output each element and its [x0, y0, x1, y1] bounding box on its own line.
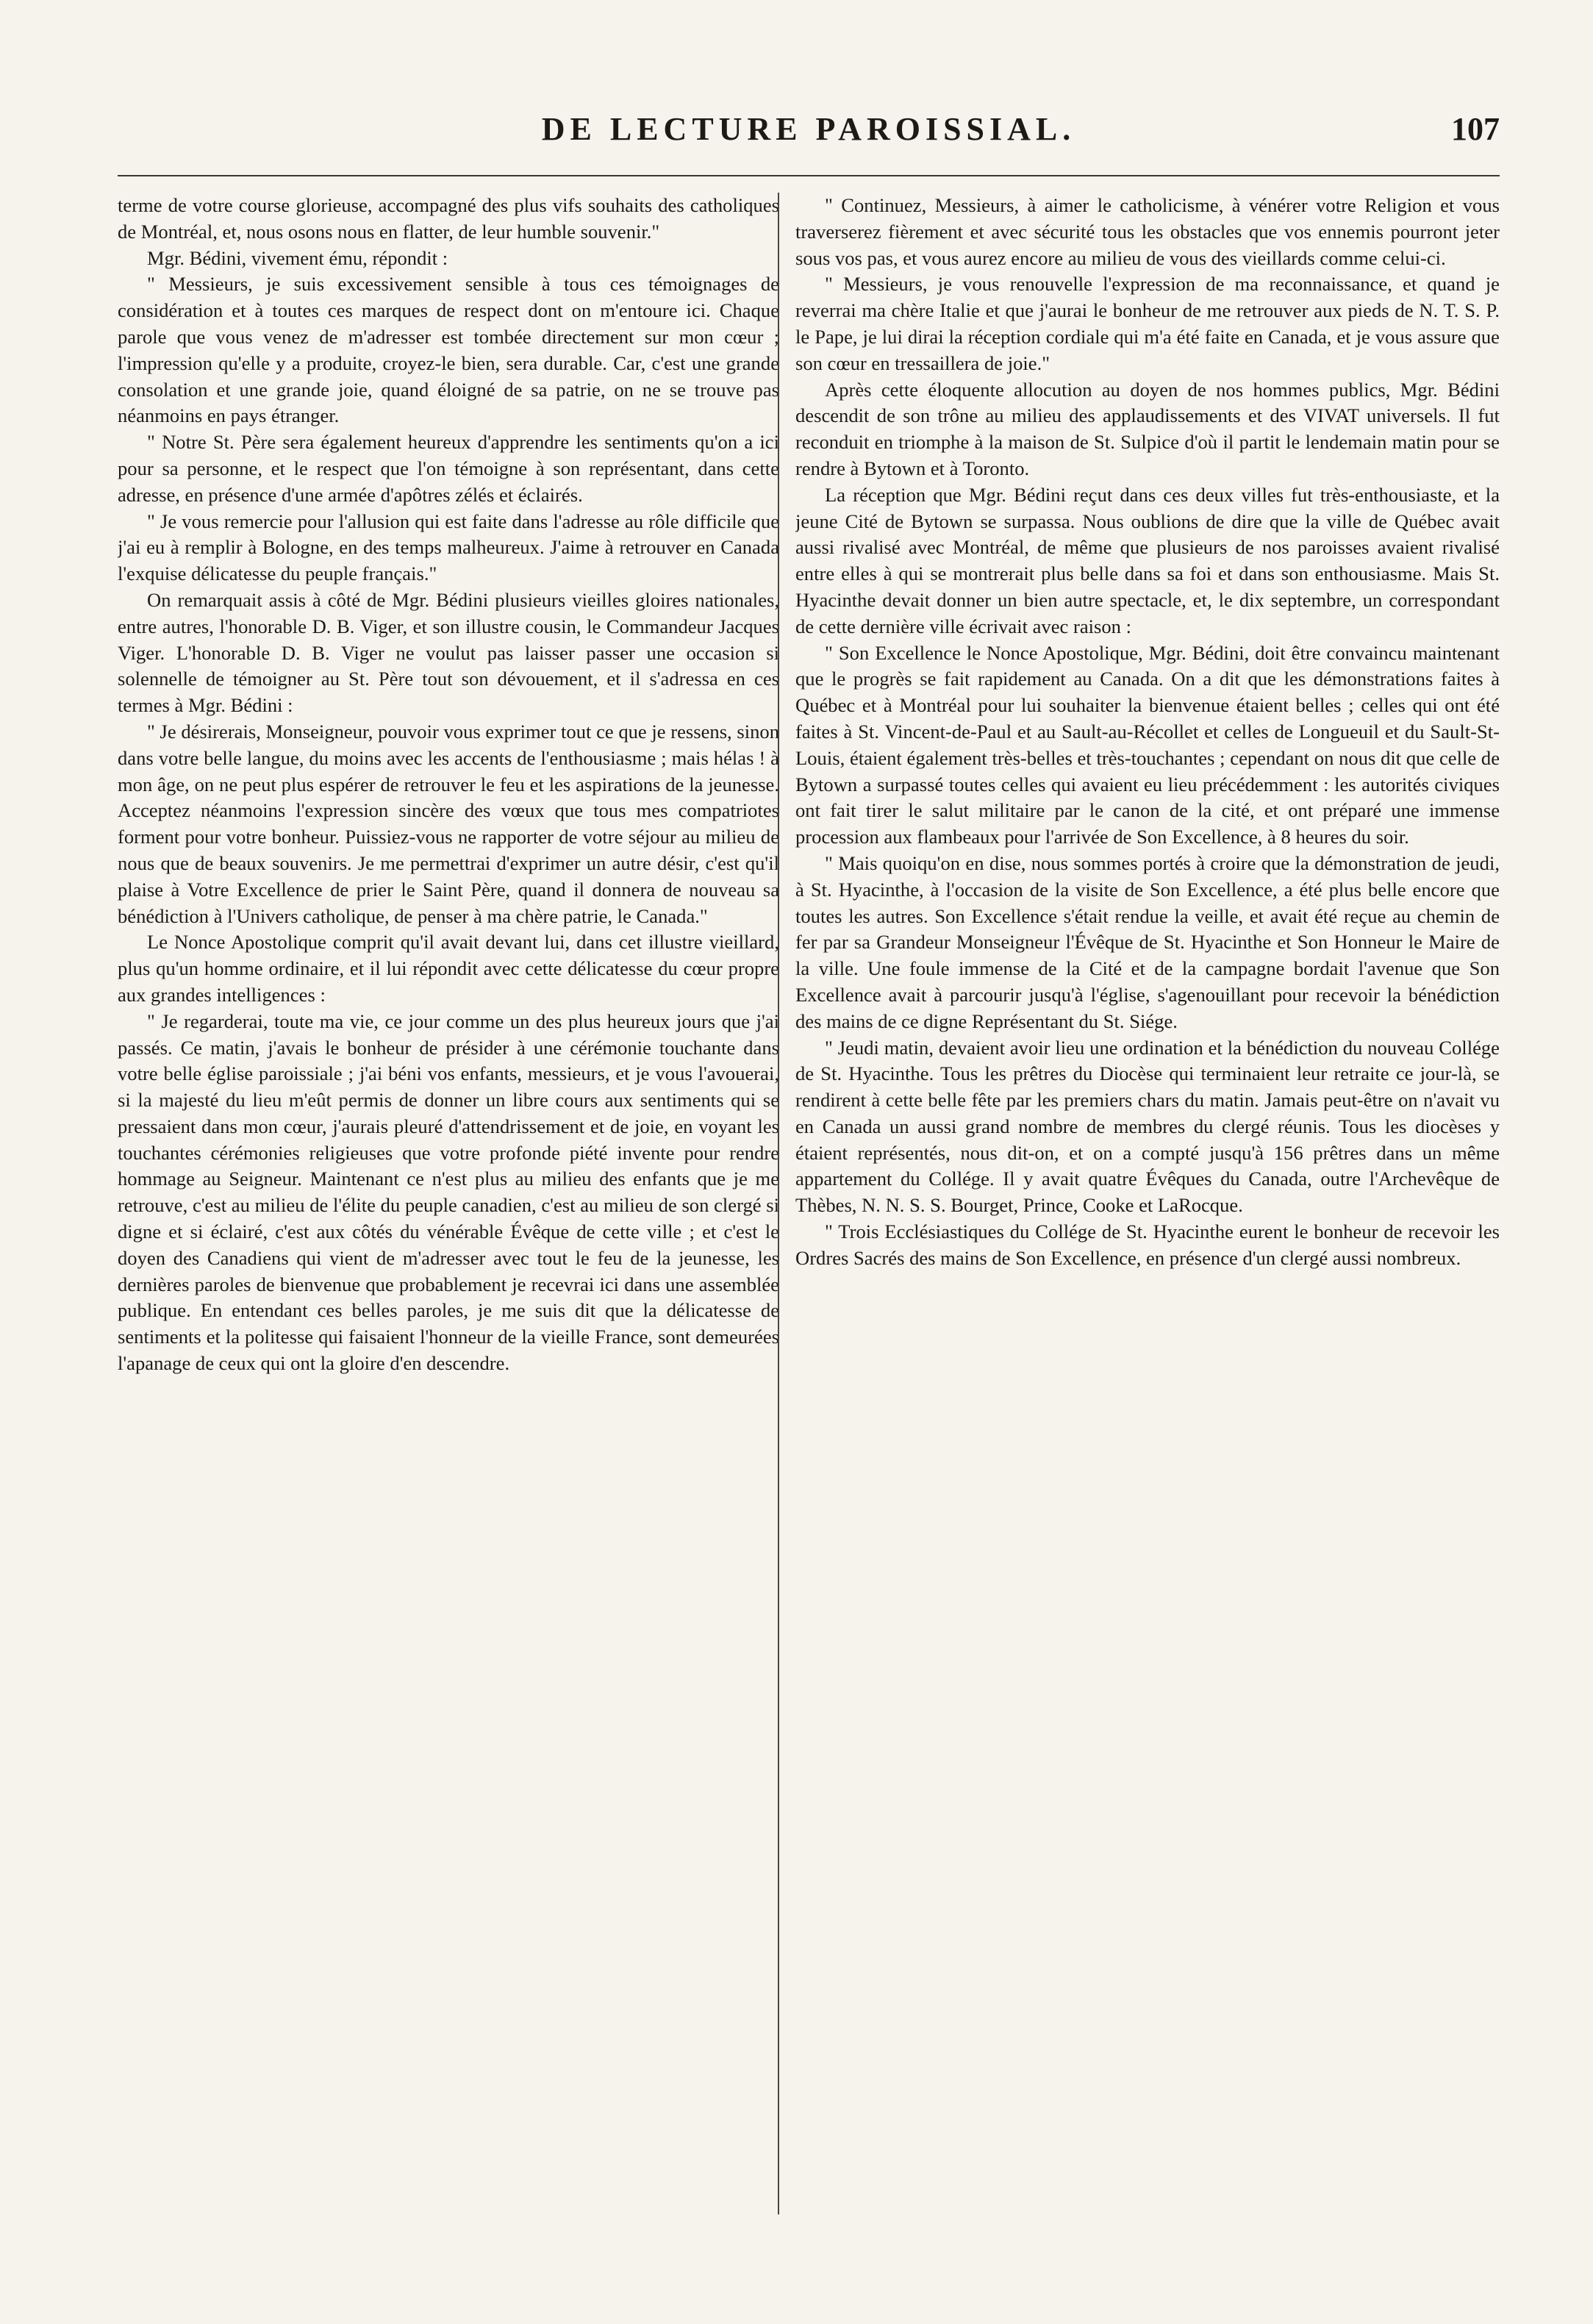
paragraph: " Son Excellence le Nonce Apostolique, Mgr. Bédini, doit être convaincu maintenant que le progrès se fait rapidement au Canada. On a dit que les démonstrations faites à Québec et à Montréal pour lui souhaiter la bienvenue étaient belles ; celles qui ont été faites à St. Vincent-de-Paul et au Sault-au-Récollet et celles de Longueuil et du Sault-St-Louis, étaient également très-belles et très-touchantes ; cependant on nous dit que celle de Bytown a surpassé toutes celles qui avaient eu lieu précédemment : les autorités civiques ont fait tirer le salut militaire par le canon de la cité, et ont préparé une immense procession aux flambeaux pour l'arrivée de Son Excellence, à 8 heures du soir.: [795, 641, 1500, 848]
running-title: DE LECTURE PAROISSIAL.: [541, 111, 1076, 147]
paragraph: " Messieurs, je vous renouvelle l'expression de ma reconnaissance, et quand je reverrai ma chère Italie et que j'aurai le bonheur de me retrouver aux pieds de N. T. S. P. le Pape, je lui dirai la réception cordiale qui m'a été faite en Canada, et je vous assure que son cœur en tressaillera de joie.": [795, 273, 1500, 374]
paragraph: " Trois Ecclésiastiques du Collége de St. Hyacinthe eurent le bonheur de recevoir les Ordres Sacrés des mains de Son Excellence, en présence d'un clergé aussi nombreux.: [795, 1220, 1500, 1269]
paragraph: " Je désirerais, Monseigneur, pouvoir vous exprimer tout ce que je ressens, sinon dans votre belle langue, du moins avec les accents de l'enthousiasme ; mais hélas ! à mon âge, on ne peut plus espérer de retrouver le feu et les aspirations de la jeunesse. Acceptez néanmoins l'expression sincère des vœux que tous mes compatriotes forment pour votre bonheur. Puissiez-vous ne rapporter de votre séjour au milieu de nous que de beaux souvenirs. Je me permettrai d'exprimer un autre désir, c'est qu'il plaise à Votre Excellence de prier le Saint Père, quand il donnera de nouveau sa bénédiction à l'Univers catholique, de penser à ma chère patrie, le Canada.": [118, 720, 779, 927]
page-header: [118, 110, 1500, 162]
paragraph: On remarquait assis à côté de Mgr. Bédini plusieurs vieilles gloires nationales, entre autres, l'honorable D. B. Viger, et son illustre cousin, le Commandeur Jacques Viger. L'honorable D. B. Viger ne voulut pas laisser passer une occasion si solennelle de témoigner au St. Père tout son dévouement, et il s'adressa en ces termes à Mgr. Bédini :: [118, 588, 779, 717]
paragraph: terme de votre course glorieuse, accompagné des plus vifs souhaits des catholiques de Montréal, et, nous osons nous en flatter, de leur humble souvenir.": [118, 194, 779, 243]
paragraph: " Notre St. Père sera également heureux d'apprendre les sentiments qu'on a ici pour sa personne, et le respect que l'on témoigne à son représentant, dans cette adresse, en présence d'une armée d'apôtres zélés et éclairés.: [118, 431, 779, 506]
paragraph: " Mais quoiqu'on en dise, nous sommes portés à croire que la démonstration de jeudi, à St. Hyacinthe, à l'occasion de la visite de Son Excellence, a été plus belle encore que toutes les autres. Son Excellence s'était rendue la veille, et avait été reçue au chemin de fer par sa Grandeur Monseigneur l'Évêque de St. Hyacinthe et Son Honneur le Maire de la ville. Une foule immense de la Cité et de la campagne bordait l'avenue que Son Excellence avait à parcourir jusqu'à l'église, s'agenouillant pour recevoir la bénédiction des mains de ce digne Représentant du St. Siége.: [795, 851, 1500, 1032]
paragraph: " Messieurs, je suis excessivement sensible à tous ces témoignages de considération et à toutes ces marques de respect dont on m'entoure ici. Chaque parole que vous venez de m'adresser est tombée directement sur mon cœur ; l'impression qu'elle y a produite, croyez-le bien, sera durable. Car, c'est une grande consolation et une grande joie, quand éloigné de sa patrie, on ne se trouve pas néanmoins en pays étranger.: [118, 273, 779, 427]
left-column: [118, 193, 779, 2251]
page-number: 107: [1451, 111, 1500, 147]
column-divider: [778, 193, 779, 2214]
paragraph: " Jeudi matin, devaient avoir lieu une ordination et la bénédiction du nouveau Collége de St. Hyacinthe. Tous les prêtres du Diocèse qui terminaient leur retraite ce jour-là, se rendirent à cette belle fête par les premiers chars du matin. Jamais peut-être on n'avait vu en Canada un aussi grand nombre de membres du clergé réunis. Tous les diocèses y étaient représentés, nous dit-on, et on a compté jusqu'à 156 prêtres dans un même appartement du Collége. Il y avait quatre Évêques du Canada, outre l'Archevêque de Thèbes, N. N. S. S. Bourget, Prince, Cooke et LaRocque.: [795, 1036, 1500, 1217]
paragraph: " Je vous remercie pour l'allusion qui est faite dans l'adresse au rôle difficile que j'ai eu à remplir à Bologne, en des temps malheureux. J'aime à retrouver en Canada l'exquise délicatesse du peuple français.": [118, 510, 779, 585]
paragraph: Mgr. Bédini, vivement ému, répondit :: [147, 246, 448, 269]
right-column: [795, 193, 1500, 2251]
paragraph: " Je regarderai, toute ma vie, ce jour comme un des plus heureux jours que j'ai passés. Ce matin, j'avais le bonheur de présider à une cérémonie touchante dans votre belle église paroissiale ; j'ai béni vos enfants, messieurs, et je vous l'avouerai, si la majesté du lieu m'eût permis de donner un libre cours aux sentiments qui se pressaient dans mon cœur, j'aurais pleuré d'attendrissement et de joie, en voyant les touchantes cérémonies religieuses que votre profonde piété invente pour rendre hommage au Seigneur. Maintenant ce n'est plus au milieu des enfants que je me retrouve, c'est au milieu de l'élite du peuple canadien, c'est au milieu de son clergé si digne et si éclairé, c'est aux côtés du vénérable Évêque de cette ville ; et c'est le doyen des Canadiens qui vient de m'adresser avec tout le feu de la jeunesse, les dernières paroles de bienvenue que probablement je recevrai ici dans une assemblée publique. En entendant ces belles paroles, je me suis dit que la délicatesse de sentiments et la politesse qui faisaient l'honneur de la vieille France, sont demeurées l'apanage de ceux qui ont la gloire d'en descendre.: [118, 1009, 779, 1375]
header-rule: [118, 175, 1500, 176]
paragraph: " Continuez, Messieurs, à aimer le catholicisme, à vénérer votre Religion et vous traverserez fièrement et avec sécurité tous les obstacles que vos ennemis pourront jeter sous vos pas, et vous aurez encore au milieu de vous des vieillards comme celui-ci.: [795, 194, 1500, 269]
paragraph: Le Nonce Apostolique comprit qu'il avait devant lui, dans cet illustre vieillard, plus qu'un homme ordinaire, et il lui répondit avec cette délicatesse du cœur propre aux grandes intelligences :: [118, 931, 779, 1006]
paragraph: La réception que Mgr. Bédini reçut dans ces deux villes fut très-enthousiaste, et la jeune Cité de Bytown se surpassa. Nous oublions de dire que la ville de Québec avait aussi rivalisé avec Montréal, de même que plusieurs de nos paroisses avaient rivalisé entre elles à qui se montrerait plus belle dans sa foi et dans son enthousiasme. Mais St. Hyacinthe devait donner un bien autre spectacle, et, le dix septembre, un correspondant de cette dernière ville écrivait avec raison :: [795, 483, 1500, 637]
paragraph: Après cette éloquente allocution au doyen de nos hommes publics, Mgr. Bédini descendit de son trône au milieu des applaudissements et des VIVAT universels. Il fut reconduit en triomphe à la maison de St. Sulpice d'où il partit le lendemain matin pour se rendre à Bytown et à Toronto.: [795, 378, 1500, 479]
